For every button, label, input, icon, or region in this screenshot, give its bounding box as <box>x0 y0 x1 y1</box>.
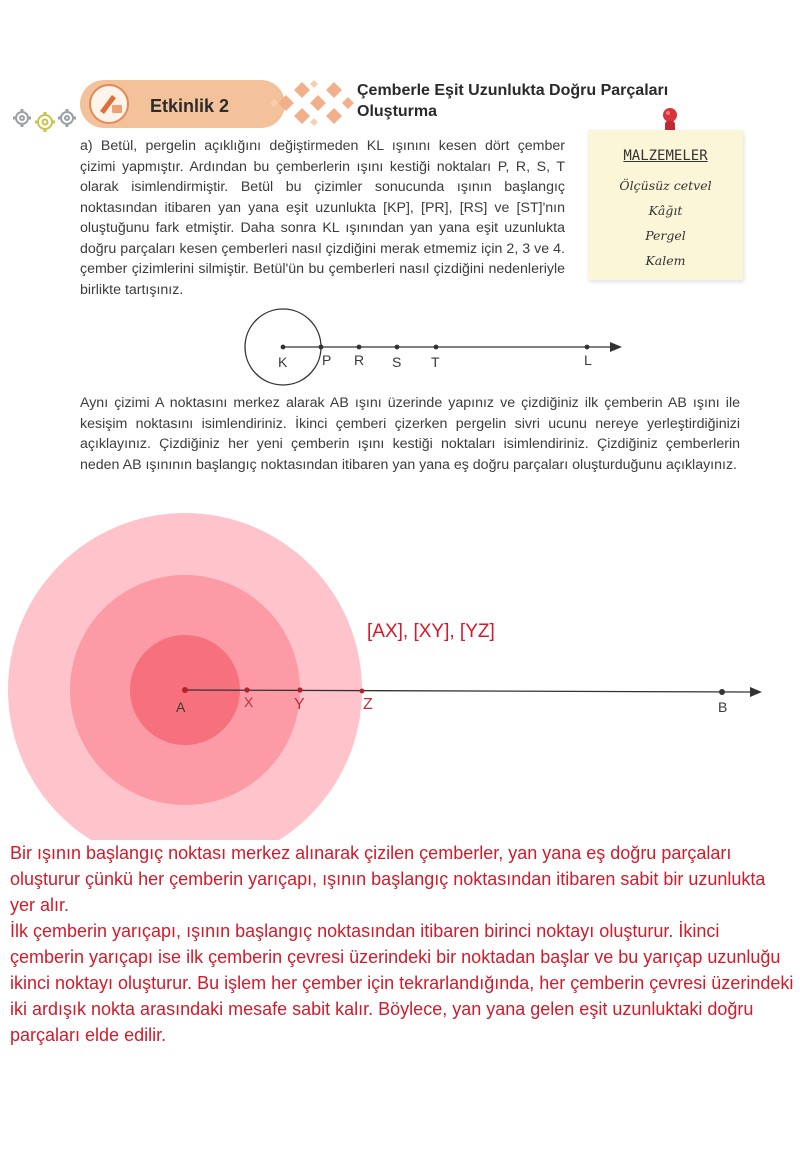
answer-paragraph: İlk çemberin yarıçapı, ışının başlangıç noktasından itibaren birinci noktayı oluşturur. İkinci çemberin yarıçapı ise ilk çemberin çevresi üzerindeki bir noktadan başlar ve bu yarıçap uzunluğu ikinci noktayı oluşturur. Bu işlem her çember için tekrarlandığında, her çemberin çevresi üzerindeki iki ardışık nokta arasındaki mesafe sabit kalır. Böylece, yan yana gelen eşit uzunluktaki doğru parçaları elde edilir. <box>10 921 794 1045</box>
activity-heading: Çemberle Eşit Uzunlukta Doğru Parçaları Oluşturma <box>357 82 669 120</box>
gears-icon <box>10 100 80 140</box>
ray-arrow-head <box>750 687 762 697</box>
point-label-k: K <box>278 354 288 370</box>
point-label-z: Z <box>363 696 373 713</box>
point-label-l: L <box>584 352 592 368</box>
point-label-p: P <box>322 352 332 368</box>
paragraph-a: a) Betül, pergelin açıklığını değiştirmeden KL ışınını kesen dört çember çizimi yapmıştır. Ardından bu çemberlerin ışını kestiği noktaları P, R, S, T olarak isimlendirmiştir. Betül bu çizimler sonucunda ışının başlangıç noktasından itibaren yan yana eşit uzunlukta [KP], [PR], [RS] ve [ST]'nın oluştuğunu fark etmiştir. Daha sonra KL ışınından yan yana eşit uzunlukta doğru parçaları kesen çemberleri nasıl çizdiğini merak etmemiz için 2, 3 ve 4. çember çizimlerini silmiştir. Betül'ün bu çemberleri nasıl çizdiğini nedenleriyle birlikte tartışınız. <box>80 138 565 298</box>
materials-item: Kalem <box>645 253 686 268</box>
point-label-t: T <box>431 354 440 370</box>
answer-text <box>10 840 795 1048</box>
materials-item: Kâğıt <box>648 203 683 218</box>
point-label-r: R <box>354 352 365 368</box>
diamond-pattern <box>268 78 356 128</box>
segments-label: [AX], [XY], [YZ] <box>367 621 495 642</box>
figure-kl-ray <box>240 305 630 390</box>
materials-item: Pergel <box>645 228 686 243</box>
point-label-s: S <box>392 354 402 370</box>
figure-ab-ray <box>0 500 800 840</box>
point-label-x: X <box>244 694 254 710</box>
materials-note <box>588 130 743 280</box>
paragraph-2: Aynı çizimi A noktasını merkez alarak AB ışını üzerinde yapınız ve çizdiğiniz ilk çemberin AB ışını ile kesişim noktasını isimlendiriniz. İkinci çemberi çizerken pergelin sivri ucunu nereye yerleştirdiğinizi açıklayınız. Çizdiğiniz her yeni çemberin ışını kestiği noktaları isimlendiriniz. Çizdiğiniz çemberlerin neden AB ışınının başlangıç noktasından itibaren yan yana eş doğru parçaları oluşturduğunu açıklayınız. <box>80 395 740 473</box>
materials-item: Ölçüsüz cetvel <box>619 178 712 193</box>
materials-title: MALZEMELER <box>623 148 708 164</box>
point-label-y: Y <box>294 696 305 713</box>
point-label-b: B <box>718 699 728 715</box>
answer-paragraph: Bir ışının başlangıç noktası merkez alınarak çizilen çemberler, yan yana eş doğru parçaları oluşturur çünkü her çemberin yarıçapı, ışının başlangıç noktasından itibaren sabit bir uzunlukta yer alır. <box>10 843 766 915</box>
point-label-a: A <box>176 699 186 715</box>
ray-arrow-head <box>610 342 622 352</box>
activity-icon <box>86 83 132 125</box>
activity-label: Etkinlik 2 <box>150 96 230 116</box>
